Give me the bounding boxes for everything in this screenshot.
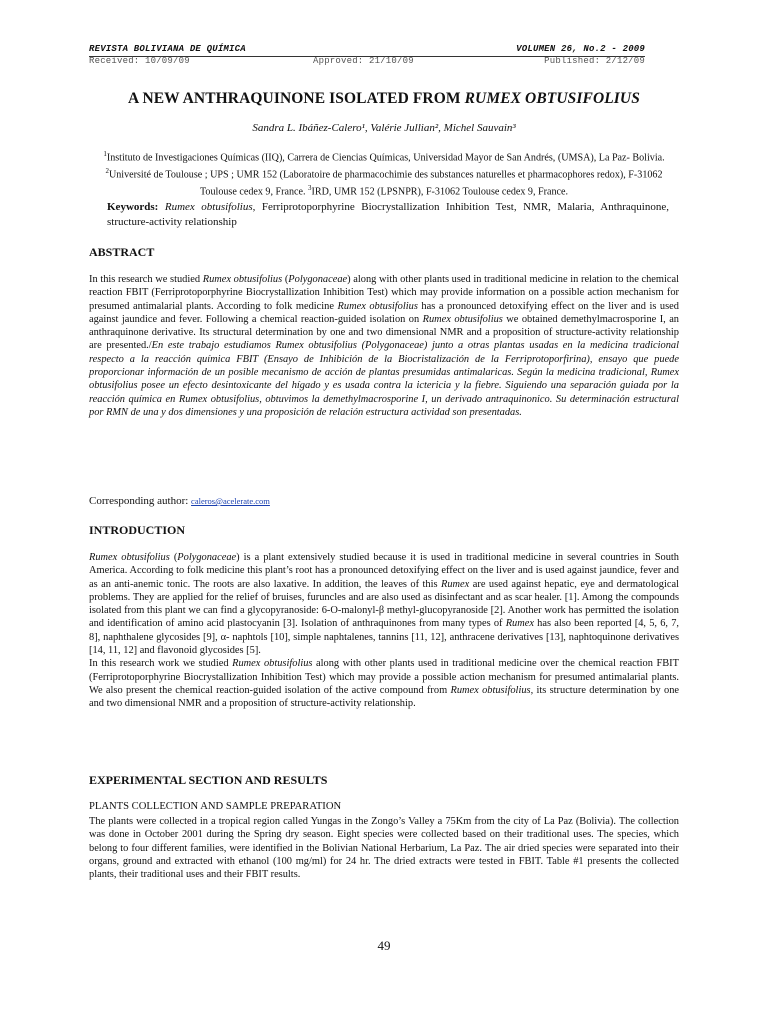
title-species: RUMEX OBTUSIFOLIUS — [464, 90, 640, 107]
affiliation-1: Instituto de Investigaciones Químicas (IIQ), Carrera de Ciencias Químicas, Universidad Mayor de San Andrés, (UMSA), La Paz- Bolivia. — [106, 152, 665, 164]
article-title — [0, 90, 768, 108]
author-email-link[interactable]: caleros@acelerate.com — [191, 496, 270, 506]
page-number: 49 — [377, 938, 391, 953]
abstract-body: In this research we studied Rumex obtusifolius (Polygonaceae) along with other plants used in traditional medicine in relation to the chemical reaction FBIT (Ferriprotoporphyrine Biocrystallization Inhibition Test) which may provide information on a possible action mechanism for presumed antimalarial plants. According to folk medicine Rumex obtusifolius has a pronounced detoxifying effect on the liver and is used against jaundice and fever. Following a chemical reaction-guided isolation on Rumex obtusifolius we obtained demethylmacrosporine I, an anthraquinone derivative. Its structural determination by one and two dimensional NMR and a proposition of structure-activity relationship are presented./En este trabajo estudiamos Rumex obtusifolius (Polygonaceae) junto a otras plantas usadas en la medicina tradicional respecto a la reacción química FBIT (Ensayo de Inhibición de la Biocristalización de la Ferriprotoporfirina), ensayo que puede proporcionar información de un posible mecanismo de acción de plantas presumidas antimalaricas. Según la medicina tradicional, Rumex obtusifolius posee un efecto desintoxicante del hígado y es usada contra la ictericia y la fiebre. Siguiendo una separación guiada por la reacción química en Rumex obtusifolius, obtuvimos la demethylmacrosporine I, un derivado antraquinonico. Su determinación estructural por RMN de una y dos dimensiones y una proposición de relación estructura actividad son presentadas. — [89, 274, 680, 418]
approved-date: Approved: 21/10/09 — [313, 56, 414, 66]
corresponding-author: Corresponding author: caleros@acelerate.com — [89, 495, 270, 507]
author-list: Sandra L. Ibáñez-Calero¹, Valérie Jullian², Michel Sauvain³ — [252, 122, 516, 134]
affiliation-2: Université de Toulouse ; UPS ; UMR 152 (Laboratoire de pharmacochimie des substances naturelles et pharmacophores redox), F-31062 Toulouse cedex 9, France. — [108, 169, 663, 198]
experimental-heading: EXPERIMENTAL SECTION AND RESULTS — [89, 773, 328, 787]
plants-collection-body: The plants were collected in a tropical region called Yungas in the Zongo’s Valley a 75Km from the city of La Paz (Bolivia). The collection was done in October 2001 during the Spring dry season. Eight species were collected based on their traditional uses. The species, which belong to four different families, were identified in the Bolivian National Herbarium, La Paz. The air dried species were separated into their organs, ground and extracted with ethanol (100 mg/ml) for 24 hr. The dried extracts were tested in FBIT. Table #1 presents the collected plants, their traditional uses and their FBIT results. — [89, 816, 679, 881]
dates-header — [89, 56, 645, 67]
keywords: Keywords: Rumex obtusifolius, Ferriprotoporphyrine Biocrystallization Inhibition Test, NMR, Malaria, Anthraquinone, structure-activity relationship — [107, 201, 669, 228]
affiliation-3: IRD, UMR 152 (LPSNPR), F-31062 Toulouse cedex 9, France. — [311, 186, 569, 198]
keywords-label: Keywords: — [107, 201, 159, 213]
abstract-spanish: En este trabajo estudiamos Rumex obtusifolius (Polygonaceae) junto a otras plantas usadas en la medicina tradicional respecto a la reacción química FBIT (Ensayo de Inhibición de la Biocristalización de la Ferriprotoporfirina), ensayo que puede proporcionar información de un posible mecanismo de acción de plantas presumidas antimalaricas. Según la medicina tradicional, Rumex obtusifolius posee un efecto desintoxicante del hígado y es usada contra la ictericia y la fiebre. Siguiendo una separación guiada por la reacción química en Rumex obtusifolius, obtuvimos la demethylmacrosporine I, un derivado antraquinonico. Su determinación estructural por RMN de una y dos dimensiones y una proposición de relación estructura actividad son presentadas. — [89, 340, 679, 418]
received-date: Received: 10/09/09 — [89, 56, 190, 66]
affiliations: $^1$Instituto de Investigaciones Químicas (IIQ), Carrera de Ciencias Químicas, Universidad Mayor de San Andrés, (UMSA), La Paz- Bolivia. $^2$Université de Toulouse ; UPS ; UMR 152 (Laboratoire de pharmacochimie des substances naturelles et pharmacophores redox), F-31062 Toulouse cedex 9, France. $^3$IRD, UMR 152 (LPSNPR), F-31062 Toulouse cedex 9, France. — [103, 150, 665, 198]
introduction-body: Rumex obtusifolius (Polygonaceae) is a plant extensively studied because it is used in traditional medicine in several countries in South America. According to folk medicine this plant’s root has a pronounced detoxifying effect on the liver and is used against jaundice, fever and as an anti-anemic tonic. The roots are also laxative. In addition, the leaves of this Rumex are used against hepatic, eye and dermatological problems. They are applied for the relief of bruises, furuncles and are also used as disinfectant and as scar healer. [1]. Among the compounds isolated from this plant we can find a glycopyranoside: 6-O-malonyl-β methyl-glucopyranoside [2]. Another work has permitted the isolation and identification of amino acid plastocyanin [3]. Isolation of anthraquinones from many types of Rumex has also been reported [4, 5, 6, 7, 8], naphthalene glycosides [9], α- naphtols [10], simple naphtalenes, tannins [11, 12], anthracene derivatives [13], naphtoquinone derivatives [14, 11, 12] and flavonoid glycosides [5]. In this research work we studied Rumex obtusifolius along with other plants used in traditional medicine over the chemical reaction FBIT (Ferriprotoporphyrine Biocrystallization Inhibition Test) which may provide a possible action mechanism for presumed antimalarial plants. We also present the chemical reaction-guided isolation of the active compound from Rumex obtusifolius, its structure determination by one and two dimensional NMR and a proposition of structure-activity relationship. — [89, 552, 680, 710]
introduction-heading: INTRODUCTION — [89, 523, 186, 537]
volume-label: VOLUMEN 26, No.2 - 2009 — [516, 44, 645, 54]
published-date: Published: 2/12/09 — [544, 56, 645, 66]
title-text: A NEW ANTHRAQUINONE ISOLATED FROM — [128, 90, 465, 107]
journal-name: REVISTA BOLIVIANA DE QUÍMICA — [89, 44, 246, 54]
abstract-heading: ABSTRACT — [89, 245, 155, 259]
plants-collection-subheading: PLANTS COLLECTION AND SAMPLE PREPARATION — [89, 801, 342, 812]
